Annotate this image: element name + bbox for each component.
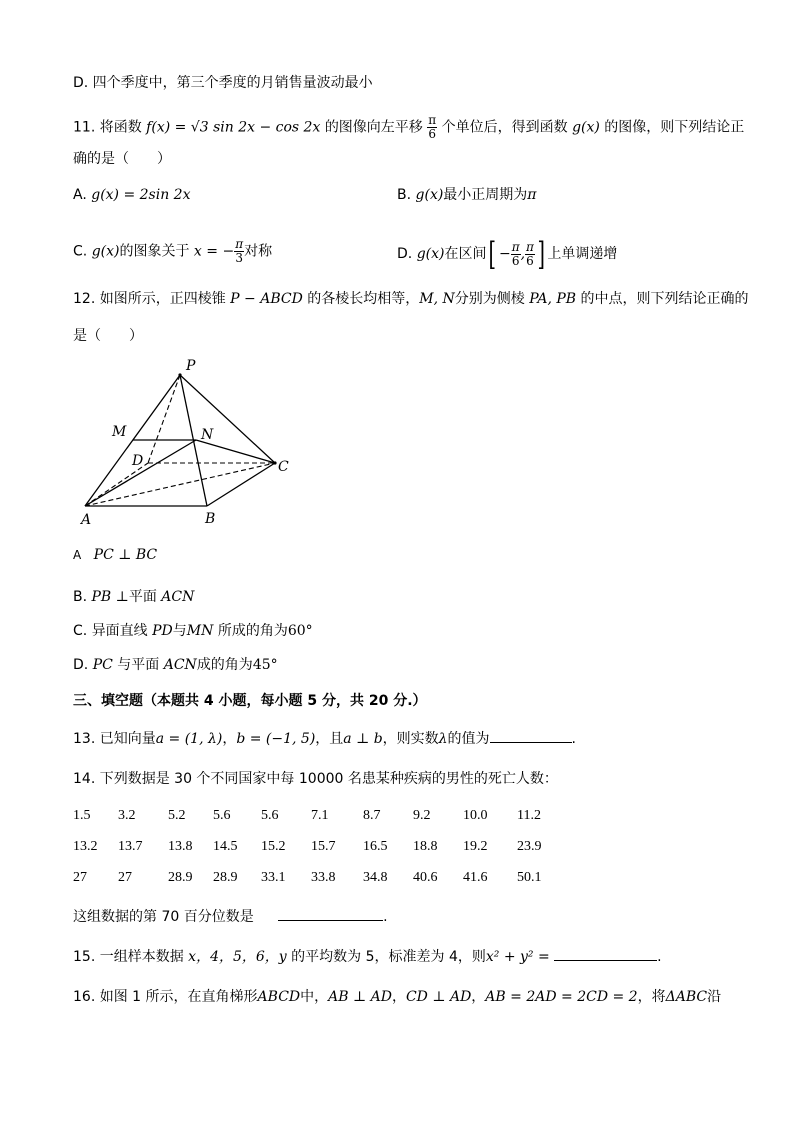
q16-sep: ， [391,989,406,1005]
q14-data-cell: 23.9 [517,839,542,854]
q16-text-a: 16. 如图 1 所示，在直角梯形 [73,989,258,1005]
q11-option-c-eq: x = − [193,243,235,260]
q11-option-c-text: 的图象关于 [119,243,190,260]
q14-data-cell: 13.7 [118,839,143,854]
label-p: P [186,358,196,374]
q14-data-cell: 15.7 [311,839,336,854]
q14-data-cell: 13.8 [168,839,193,854]
q14-data-cell: 5.2 [168,808,186,823]
q14-data-cell: 10.0 [463,808,488,823]
option-label: A [73,548,82,562]
q14-data-cell: 40.6 [413,870,438,885]
q11-option-b [397,186,537,204]
q14-answer-blank[interactable] [278,906,383,921]
q14-data-cell: 11.2 [517,808,541,823]
label-a: A [81,512,92,528]
q12-option-d [73,656,278,674]
section-heading: 三、填空题（本题共 4 小题，每小题 5 分，共 20 分.） [73,693,427,709]
q11-option-d [397,235,618,273]
q11-option-c-math: g(x) [91,243,120,260]
q14-end: . [383,909,388,925]
q15-answer-blank[interactable] [554,946,657,961]
q16-cond1: AB ⊥ AD [328,989,392,1005]
q12-option-b-plane: ACN [161,589,195,605]
q13-text-d: 的值为 [447,731,490,747]
q15-end: . [657,949,662,965]
q14-data-cell: 41.6 [463,870,488,885]
q12-pa-pb: PA, PB [529,291,577,307]
q14-data-cell: 19.2 [463,839,488,854]
q14-text: 14. 下列数据是 30 个不同国家中每 10000 名患某种疾病的男性的死亡人数： [73,771,558,787]
q15 [73,946,662,966]
q11-text-a: 将函数 [99,119,142,136]
q11-option-d-text: 在区间 [444,246,487,262]
q16-text-d: 沿 [707,989,722,1005]
q14-data-cell: 13.2 [73,839,98,854]
q16-text-c: ，将 [637,989,666,1005]
option-label: A. [73,187,87,203]
q15-text-a: 15. 一组样本数据 [73,949,184,965]
q12-option-c-pd: PD [152,623,173,639]
q14-data-cell: 5.6 [213,808,231,823]
q11-line1 [73,114,744,141]
q14-data-cell: 14.5 [213,839,238,854]
q14-data-cell: 7.1 [311,808,329,823]
q12-option-b-text: 平面 [128,589,157,605]
segment-an [85,440,196,506]
q11-number: 11. [73,119,96,136]
option-label: B. [397,187,412,203]
q13-end: . [571,731,576,747]
q11-option-d-math: g(x) [416,246,445,262]
q11-option-c-fraction: $\frac{\pi}{3}$ [235,237,244,265]
q16-triangle: ΔABC [665,989,708,1005]
q13 [73,728,576,748]
q14-question-text: 这组数据的第 70 百分位数是 [73,909,254,925]
q14-data-cell: 27 [118,870,132,885]
q12-option-a [73,546,157,564]
q15-expression: x² + y² = [485,949,550,965]
q11-option-d-frac2: $\frac{\pi}{6}$ [526,239,534,268]
q14-data-cell: 15.2 [261,839,286,854]
q15-text-b: 的平均数为 5，标准差为 4，则 [291,949,486,965]
right-bracket: ] [537,235,545,273]
q15-data: x，4，5，6，y [188,949,287,965]
q11-text-b: 的图像向左平移 [324,119,423,136]
left-bracket: [ [488,235,497,273]
minus-sign: − [498,246,511,262]
q12-option-d-text: 与平面 [117,657,160,673]
option-label: B. [73,589,88,605]
edge-bc [207,463,275,506]
q12-option-c-text2: 所成的角为 [217,623,288,639]
q14-data-cell: 34.8 [363,870,388,885]
q11-gx: g(x) [572,119,600,136]
q12-option-c-mn: MN [186,623,214,639]
comma: , [520,246,526,262]
q11-option-b-pi: π [527,187,537,203]
option-label: D. [73,657,89,673]
label-b: B [205,511,216,527]
q12-option-c-text: 异面直线 [91,623,148,639]
q11-option-c-text2: 对称 [244,243,273,260]
q16-abcd: ABCD [257,989,301,1005]
label-c: C [278,459,289,475]
q11-shift-fraction: $\frac{\pi}{6}$ [428,113,437,141]
q12-option-c-value: 60° [287,623,313,639]
q13-perp: a ⊥ b [343,731,383,747]
label-m: M [112,424,127,440]
q16 [73,988,721,1006]
q12-pyramid: P − ABCD [230,291,303,307]
q12-option-c [73,622,313,640]
q14-data-cell: 9.2 [413,808,431,823]
q16-cond3: AB = 2AD = 2CD = 2 [485,989,638,1005]
point-c [273,461,276,464]
q14-data-cell: 3.2 [118,808,136,823]
q11-formula: f(x) = √3 sin 2x − cos 2x [146,119,321,136]
q14-data-cell: 18.8 [413,839,438,854]
q10-option-d: D. 四个季度中，第三个季度的月销售量波动最小 [73,75,373,91]
q11-option-b-text: 最小正周期为 [443,187,528,203]
q11-text-c: 个单位后，得到函数 [441,119,568,136]
q12-option-d-pc: PC [92,657,113,673]
pyramid-figure [72,358,312,528]
q14-data-cell: 28.9 [213,870,238,885]
q12-line1 [73,290,749,308]
q11-option-c [73,238,272,265]
edge-pd [148,375,180,463]
q14-data-cell: 16.5 [363,839,388,854]
option-label: D. [397,246,413,262]
q13-text-a: 13. 已知向量 [73,731,156,747]
q14-data-cell: 27 [73,870,87,885]
q11-option-a [73,186,191,204]
q13-separator: ， [222,731,237,747]
q12-option-d-text2: 成的角为 [196,657,253,673]
q14-data-cell: 8.7 [363,808,381,823]
edge-ad [85,463,148,506]
q16-text-b: 中， [300,989,329,1005]
q12-option-b-math: PB ⊥ [91,589,129,605]
q14-data-cell: 28.9 [168,870,193,885]
point-p [178,373,181,376]
label-d: D [132,453,144,469]
q12-mn: M, N [419,291,455,307]
q14-data-cell: 1.5 [73,808,91,823]
q11-option-d-text2: 上单调递增 [547,246,618,262]
q13-vector-b: b = (−1, 5) [236,731,316,747]
q12-option-a-math: PC ⊥ BC [93,547,158,563]
label-n: N [201,427,214,443]
q13-lambda: λ [438,731,448,747]
q11-option-a-math: g(x) = 2sin 2x [91,187,191,203]
q12-option-d-acn: ACN [163,657,197,673]
q14-data-cell: 50.1 [517,870,542,885]
option-label: C. [73,623,88,639]
q12-line2: 是（ ） [73,328,143,344]
q12-option-c-and: 与 [172,623,187,639]
q12-text-b: 的各棱长均相等， [307,291,420,307]
q14-question [73,906,388,926]
q13-text-b: ，且 [315,731,344,747]
q14-data-cell: 5.6 [261,808,279,823]
q11-option-b-math: g(x) [415,187,444,203]
q12-text-d: 的中点，则下列结论正确的 [580,291,749,307]
q12-option-d-value: 45° [252,657,278,673]
q13-text-c: ，则实数 [382,731,439,747]
q14-data-cell: 33.8 [311,870,336,885]
q12-option-b [73,588,194,606]
q11-text-d: 的图像，则下列结论正 [604,119,745,136]
q12-text-a: 12. 如图所示，正四棱锥 [73,291,226,307]
q12-text-c: 分别为侧棱 [454,291,525,307]
q14-data-cell: 33.1 [261,870,286,885]
q16-sep: ， [471,989,486,1005]
q16-cond2: CD ⊥ AD [405,989,472,1005]
q13-vector-a: a = (1, λ) [155,731,223,747]
q11-line2: 确的是（ ） [73,151,171,167]
q13-answer-blank[interactable] [490,728,572,743]
option-label: C. [73,243,88,260]
diagonal-ac [85,463,275,506]
q11-option-d-frac1: $\frac{\pi}{6}$ [511,239,520,268]
